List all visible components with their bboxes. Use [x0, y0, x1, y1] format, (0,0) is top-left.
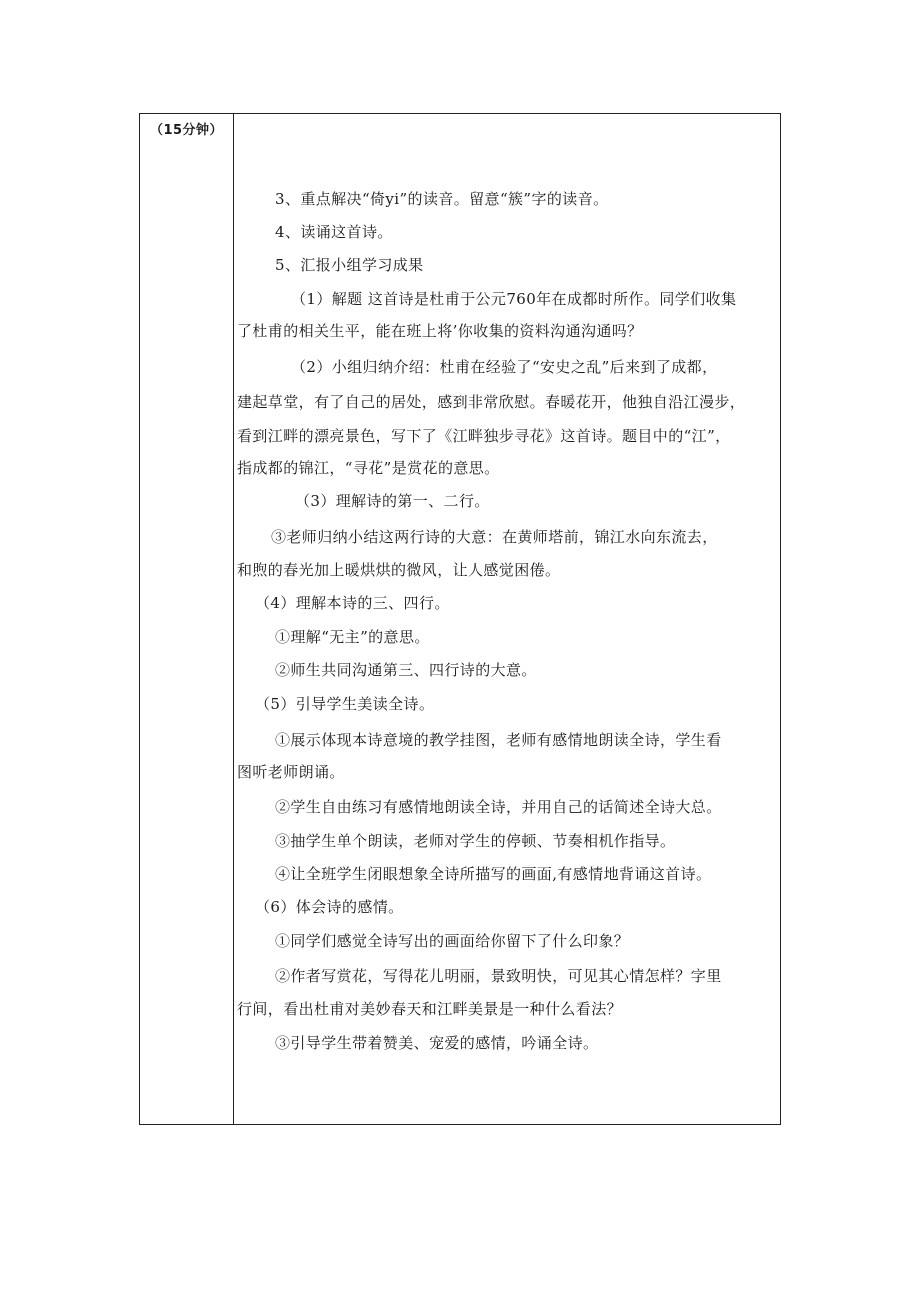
- text-line: ②师生共同沟通第三、四行诗的大意。: [275, 661, 537, 679]
- text-line: ②学生自由练习有感情地朗读全诗，并用自己的话简述全诗大总。: [275, 798, 722, 816]
- text-line: ③引导学生带着赞美、宠爱的感情，吟诵全诗。: [275, 1034, 599, 1052]
- text-line: （4）理解本诗的三、四行。: [255, 594, 450, 612]
- text-line: 指成都的锦江，“寻花”是赏花的意思。: [237, 459, 500, 477]
- text-line: （6）体会诗的感情。: [255, 898, 404, 916]
- text-line: ④让全班学生闭眼想象全诗所描写的画面,有感情地背诵这首诗。: [275, 865, 712, 883]
- lesson-plan-table: [139, 113, 781, 1125]
- time-label: （15分钟）: [149, 123, 224, 138]
- text-line: 了杜甫的相关生平，能在班上将’你收集的资料沟通沟通吗？: [237, 322, 643, 340]
- text-line: （1）解题 这首诗是杜甫于公元760年在成都时所作。同学们收集: [291, 290, 737, 308]
- text-line: 建起草堂，有了自己的居处，感到非常欣慰。春暖花开，他独自沿江漫步，: [237, 393, 746, 411]
- text-line: （5）引导学生美读全诗。: [255, 695, 435, 713]
- content-cell: [235, 114, 780, 1124]
- text-line: 图听老师朗诵。: [237, 763, 345, 781]
- text-line: 3、重点解决“倚yi”的读音。留意“簇”字的读音。: [275, 190, 609, 208]
- text-line: ①同学们感觉全诗写出的画面给你留下了什么印象？: [275, 932, 630, 950]
- text-line: ①展示体现本诗意境的教学挂图，老师有感情地朗读全诗，学生看: [275, 731, 722, 749]
- column-divider: [233, 114, 234, 1124]
- text-line: 4、读诵这首诗。: [275, 223, 393, 241]
- text-line: 看到江畔的漂亮景色，写下了《江畔独步寻花》这首诗。题目中的“江”，: [237, 427, 731, 445]
- text-line: ③老师归纳小结这两行诗的大意：在黄师塔前，锦江水向东流去，: [271, 528, 718, 546]
- text-line: （3）理解诗的第一、二行。: [295, 492, 490, 510]
- text-line: ②作者写赏花，写得花儿明丽，景致明快，可见其心情怎样？字里: [275, 967, 722, 985]
- text-line: ①理解“无主”的意思。: [275, 628, 430, 646]
- text-line: 行间，看出杜甫对美妙春天和江畔美景是一种什么看法？: [237, 1000, 623, 1018]
- text-line: 和煦的春光加上暖烘烘的微风，让人感觉困倦。: [237, 561, 561, 579]
- text-line: ③抽学生单个朗读，老师对学生的停顿、节奏相机作指导。: [275, 832, 676, 850]
- text-line: （2）小组归纳介绍：杜甫在经验了“安史之乱”后来到了成都，: [291, 358, 718, 376]
- text-line: 5、汇报小组学习成果: [275, 256, 424, 274]
